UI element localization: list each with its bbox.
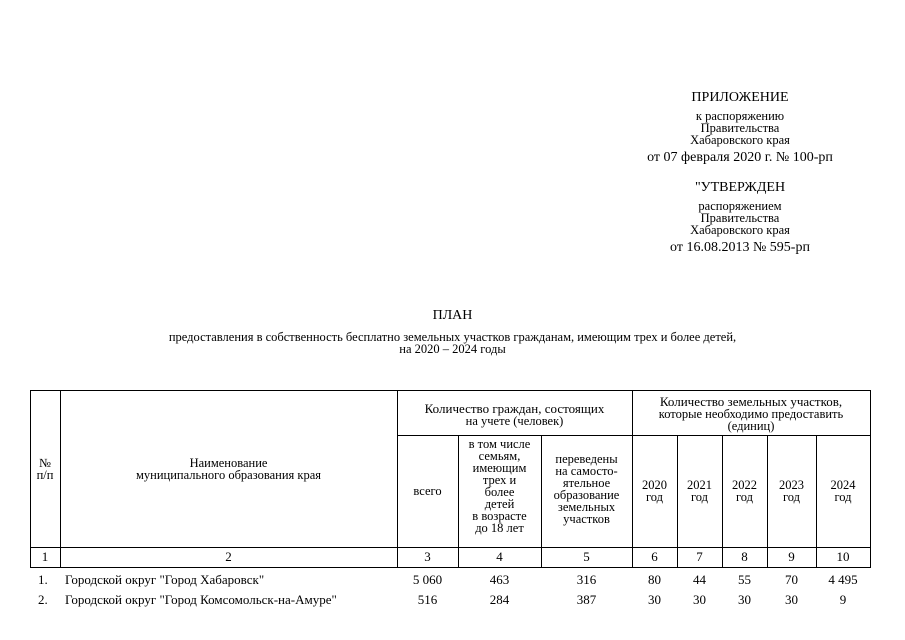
row-value: 30	[693, 592, 706, 607]
header-text: земельных	[557, 500, 616, 514]
header-text: образование	[553, 488, 620, 502]
year-label: 2023	[779, 478, 804, 492]
header-col-year	[722, 435, 767, 547]
appendix-line: к распоряжению	[695, 109, 785, 123]
year-unit: год	[690, 490, 709, 504]
plan-subtitle	[0, 331, 905, 355]
approved-title: "УТВЕРЖДЕН	[694, 180, 786, 195]
row-value: 5 060	[412, 572, 443, 587]
header-text: Количество граждан, состоящих	[424, 401, 605, 416]
header-col-number	[30, 390, 60, 547]
row-value: 30	[648, 592, 661, 607]
header-text: более	[484, 485, 515, 499]
column-number: 8	[741, 549, 748, 564]
row-value: 463	[489, 572, 510, 587]
header-text: имеющим	[472, 461, 527, 475]
row-value: 9	[839, 592, 847, 607]
year-label: 2024	[830, 478, 856, 492]
column-number: 1	[41, 549, 49, 564]
year-label: 2022	[732, 478, 757, 492]
header-text: в том числе	[468, 437, 531, 451]
row-value: 284	[489, 592, 510, 607]
table-border-numbers-bottom	[30, 567, 871, 568]
year-unit: год	[645, 490, 664, 504]
column-number: 5	[583, 549, 590, 564]
row-value: 70	[785, 572, 798, 587]
year-unit: год	[735, 490, 754, 504]
header-text: которые необходимо предоставить	[658, 407, 844, 421]
row-value: 4 495	[828, 572, 858, 587]
column-number: 6	[651, 549, 658, 564]
row-value: 30	[738, 592, 751, 607]
appendix-line: Правительства	[700, 121, 780, 135]
header-col-year	[816, 435, 870, 547]
column-number: 7	[696, 549, 703, 564]
header-group-citizens	[397, 403, 632, 427]
header-col-total	[397, 435, 458, 547]
plan-subtitle-line: на 2020 – 2024 годы	[399, 342, 506, 356]
table-border-right	[870, 390, 871, 567]
header-col-transferred	[541, 453, 632, 525]
header-col-year	[767, 435, 816, 547]
header-text: п/п	[36, 467, 54, 482]
row-value: 516	[417, 592, 438, 607]
year-unit: год	[782, 490, 801, 504]
year-unit: год	[834, 490, 852, 504]
header-text: ятельное	[562, 476, 611, 490]
appendix-date: от 07 февраля 2020 г. № 100-рп	[647, 150, 833, 165]
header-col-year	[632, 435, 677, 547]
row-value: 387	[576, 592, 597, 607]
row-name: Городской округ "Город Комсомольск-на-Амуре"	[65, 592, 337, 607]
header-text: детей	[484, 497, 515, 511]
header-text: Наименование	[189, 455, 268, 470]
year-label: 2020	[642, 478, 667, 492]
plan-title: ПЛАН	[432, 308, 473, 323]
header-text: трех и	[482, 473, 517, 487]
row-value: 30	[785, 592, 798, 607]
row-value: 44	[693, 572, 706, 587]
row-number: 2.	[38, 592, 48, 607]
appendix-block	[630, 90, 850, 166]
column-number: 4	[496, 549, 503, 564]
header-text: семьям,	[478, 449, 521, 463]
approved-line: Правительства	[700, 211, 780, 225]
column-number: 2	[225, 549, 232, 564]
column-number: 3	[424, 549, 431, 564]
header-text: участков	[563, 512, 610, 526]
appendix-title: ПРИЛОЖЕНИЕ	[691, 90, 789, 105]
header-group-plots	[632, 396, 870, 432]
row-value: 55	[738, 572, 751, 587]
header-text: Количество земельных участков,	[659, 394, 843, 409]
row-value: 316	[576, 572, 597, 587]
header-text: всего	[413, 484, 442, 498]
header-text: переведены	[555, 452, 618, 466]
row-name: Городской округ "Город Хабаровск"	[65, 572, 265, 587]
header-text: №	[39, 455, 51, 470]
column-number: 10	[836, 549, 850, 564]
header-text: в возрасте	[472, 509, 527, 523]
header-text: (единиц)	[727, 419, 775, 433]
column-number: 9	[788, 549, 795, 564]
approved-line: распоряжением	[698, 199, 782, 213]
header-text: на учете (человек)	[465, 414, 564, 428]
plan-subtitle-line: предоставления в собственность бесплатно земельных участков гражданам, имеющим трех и более детей,	[168, 330, 737, 344]
header-col-name	[60, 390, 397, 547]
header-text: до 18 лет	[475, 521, 524, 535]
year-label: 2021	[687, 478, 712, 492]
header-col-children	[458, 438, 541, 534]
appendix-line: Хабаровского края	[690, 133, 790, 147]
row-value: 80	[648, 572, 661, 587]
row-number: 1.	[38, 572, 48, 587]
header-text: муниципального образования края	[135, 467, 322, 482]
approved-date: от 16.08.2013 № 595-рп	[670, 240, 810, 255]
approved-line: Хабаровского края	[690, 223, 790, 237]
header-text: на самосто-	[555, 464, 618, 478]
approved-block	[630, 180, 850, 256]
header-col-year	[677, 435, 722, 547]
